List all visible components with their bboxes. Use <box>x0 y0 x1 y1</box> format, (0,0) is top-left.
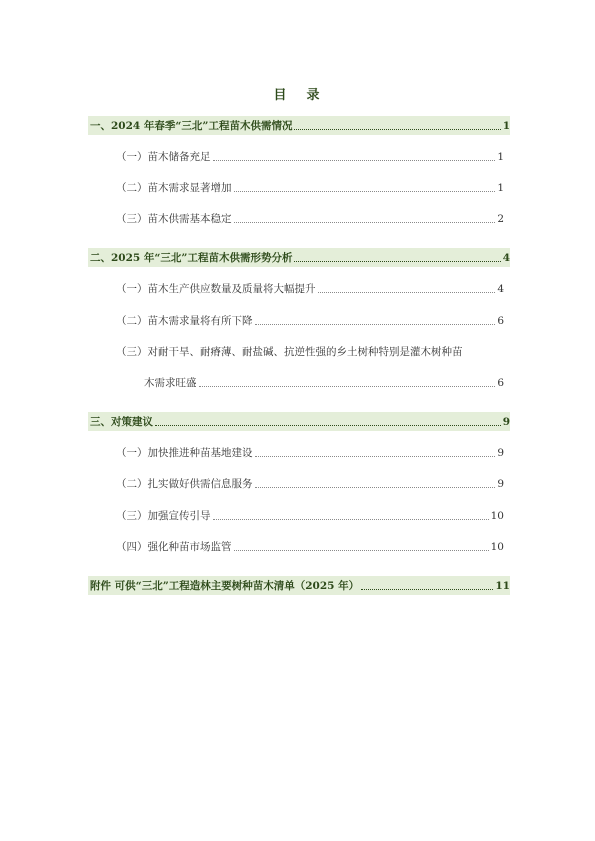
toc-leader-dots <box>234 550 489 551</box>
toc-entry-3-2[interactable] <box>116 475 504 491</box>
toc-entry-label: （二）苗木需求显著增加 <box>116 182 232 194</box>
toc-entry-page: 6 <box>497 377 504 389</box>
toc-entry-page: 9 <box>502 416 510 428</box>
toc-leader-dots <box>255 456 496 457</box>
toc-entry-label: （三）苗木供需基本稳定 <box>116 213 232 225</box>
toc-entry-2-3[interactable] <box>116 343 504 359</box>
toc-entry-label: （一）苗木生产供应数量及质量将大幅提升 <box>116 283 316 295</box>
toc-entry-page: 6 <box>497 315 504 327</box>
toc-entry-page: 1 <box>497 151 504 163</box>
toc-leader-dots <box>213 519 489 520</box>
toc-entry-page: 4 <box>497 283 504 295</box>
toc-leader-dots <box>155 425 501 426</box>
toc-entry-3-1[interactable] <box>116 444 504 460</box>
toc-entry-label: （三）加强宣传引导 <box>116 510 211 522</box>
toc-entry-3-4[interactable] <box>116 538 504 554</box>
toc-entry-1-3[interactable] <box>116 210 504 226</box>
toc-entry-2-2[interactable] <box>116 312 504 328</box>
toc-leader-dots <box>255 487 496 488</box>
toc-entry-section-2[interactable] <box>88 248 510 267</box>
toc-title-char-2: 录 <box>306 88 322 103</box>
toc-entry-page: 9 <box>497 478 504 490</box>
toc-entry-section-3[interactable] <box>88 412 510 431</box>
toc-entry-1-2[interactable] <box>116 179 504 195</box>
toc-entry-page: 4 <box>502 252 510 264</box>
toc-leader-dots <box>199 386 496 387</box>
toc-entry-label: （二）苗木需求量将有所下降 <box>116 315 253 327</box>
toc-leader-dots <box>255 324 496 325</box>
toc-leader-dots <box>234 222 496 223</box>
toc-entry-page: 1 <box>502 120 510 132</box>
toc-leader-dots <box>213 160 496 161</box>
toc-entry-label: （三）对耐干旱、耐瘠薄、耐盐碱、抗逆性强的乡土树种特别是灌木树种苗 <box>116 346 463 358</box>
toc-entry-page: 10 <box>490 541 504 553</box>
toc-entry-page: 10 <box>490 510 504 522</box>
toc-entry-page: 2 <box>497 213 504 225</box>
toc-leader-dots <box>234 191 496 192</box>
toc-entry-label: （一）苗木储备充足 <box>116 151 211 163</box>
toc-entry-label: （一）加快推进种苗基地建设 <box>116 447 253 459</box>
toc-entry-page: 11 <box>495 580 510 592</box>
toc-leader-dots <box>294 261 500 262</box>
toc-entry-2-1[interactable] <box>116 280 504 296</box>
toc-entry-1-1[interactable] <box>116 148 504 164</box>
toc-entry-label: 二、2025 年“三北”工程苗木供需形势分析 <box>90 252 293 264</box>
toc-entry-section-1[interactable] <box>88 116 510 135</box>
toc-entry-label: 附件 可供“三北”工程造林主要树种苗木清单（2025 年） <box>90 580 360 592</box>
toc-title-char-1: 目 <box>273 88 289 103</box>
toc-entry-appendix[interactable] <box>88 576 510 595</box>
toc-entry-3-3[interactable] <box>116 507 504 523</box>
toc-entry-label: （二）扎实做好供需信息服务 <box>116 478 253 490</box>
toc-entry-page: 9 <box>497 447 504 459</box>
toc-leader-dots <box>294 129 500 130</box>
toc-entry-label-continued: 木需求旺盛 <box>144 377 197 389</box>
toc-entry-2-3-continued[interactable] <box>144 374 504 390</box>
toc-entry-page: 1 <box>497 182 504 194</box>
toc-title <box>0 84 595 103</box>
toc-entry-label: （四）强化种苗市场监管 <box>116 541 232 553</box>
toc-entry-label: 一、2024 年春季“三北”工程苗木供需情况 <box>90 120 293 132</box>
toc-entry-label: 三、对策建议 <box>90 416 153 428</box>
toc-leader-dots <box>318 292 496 293</box>
toc-leader-dots <box>361 589 493 590</box>
